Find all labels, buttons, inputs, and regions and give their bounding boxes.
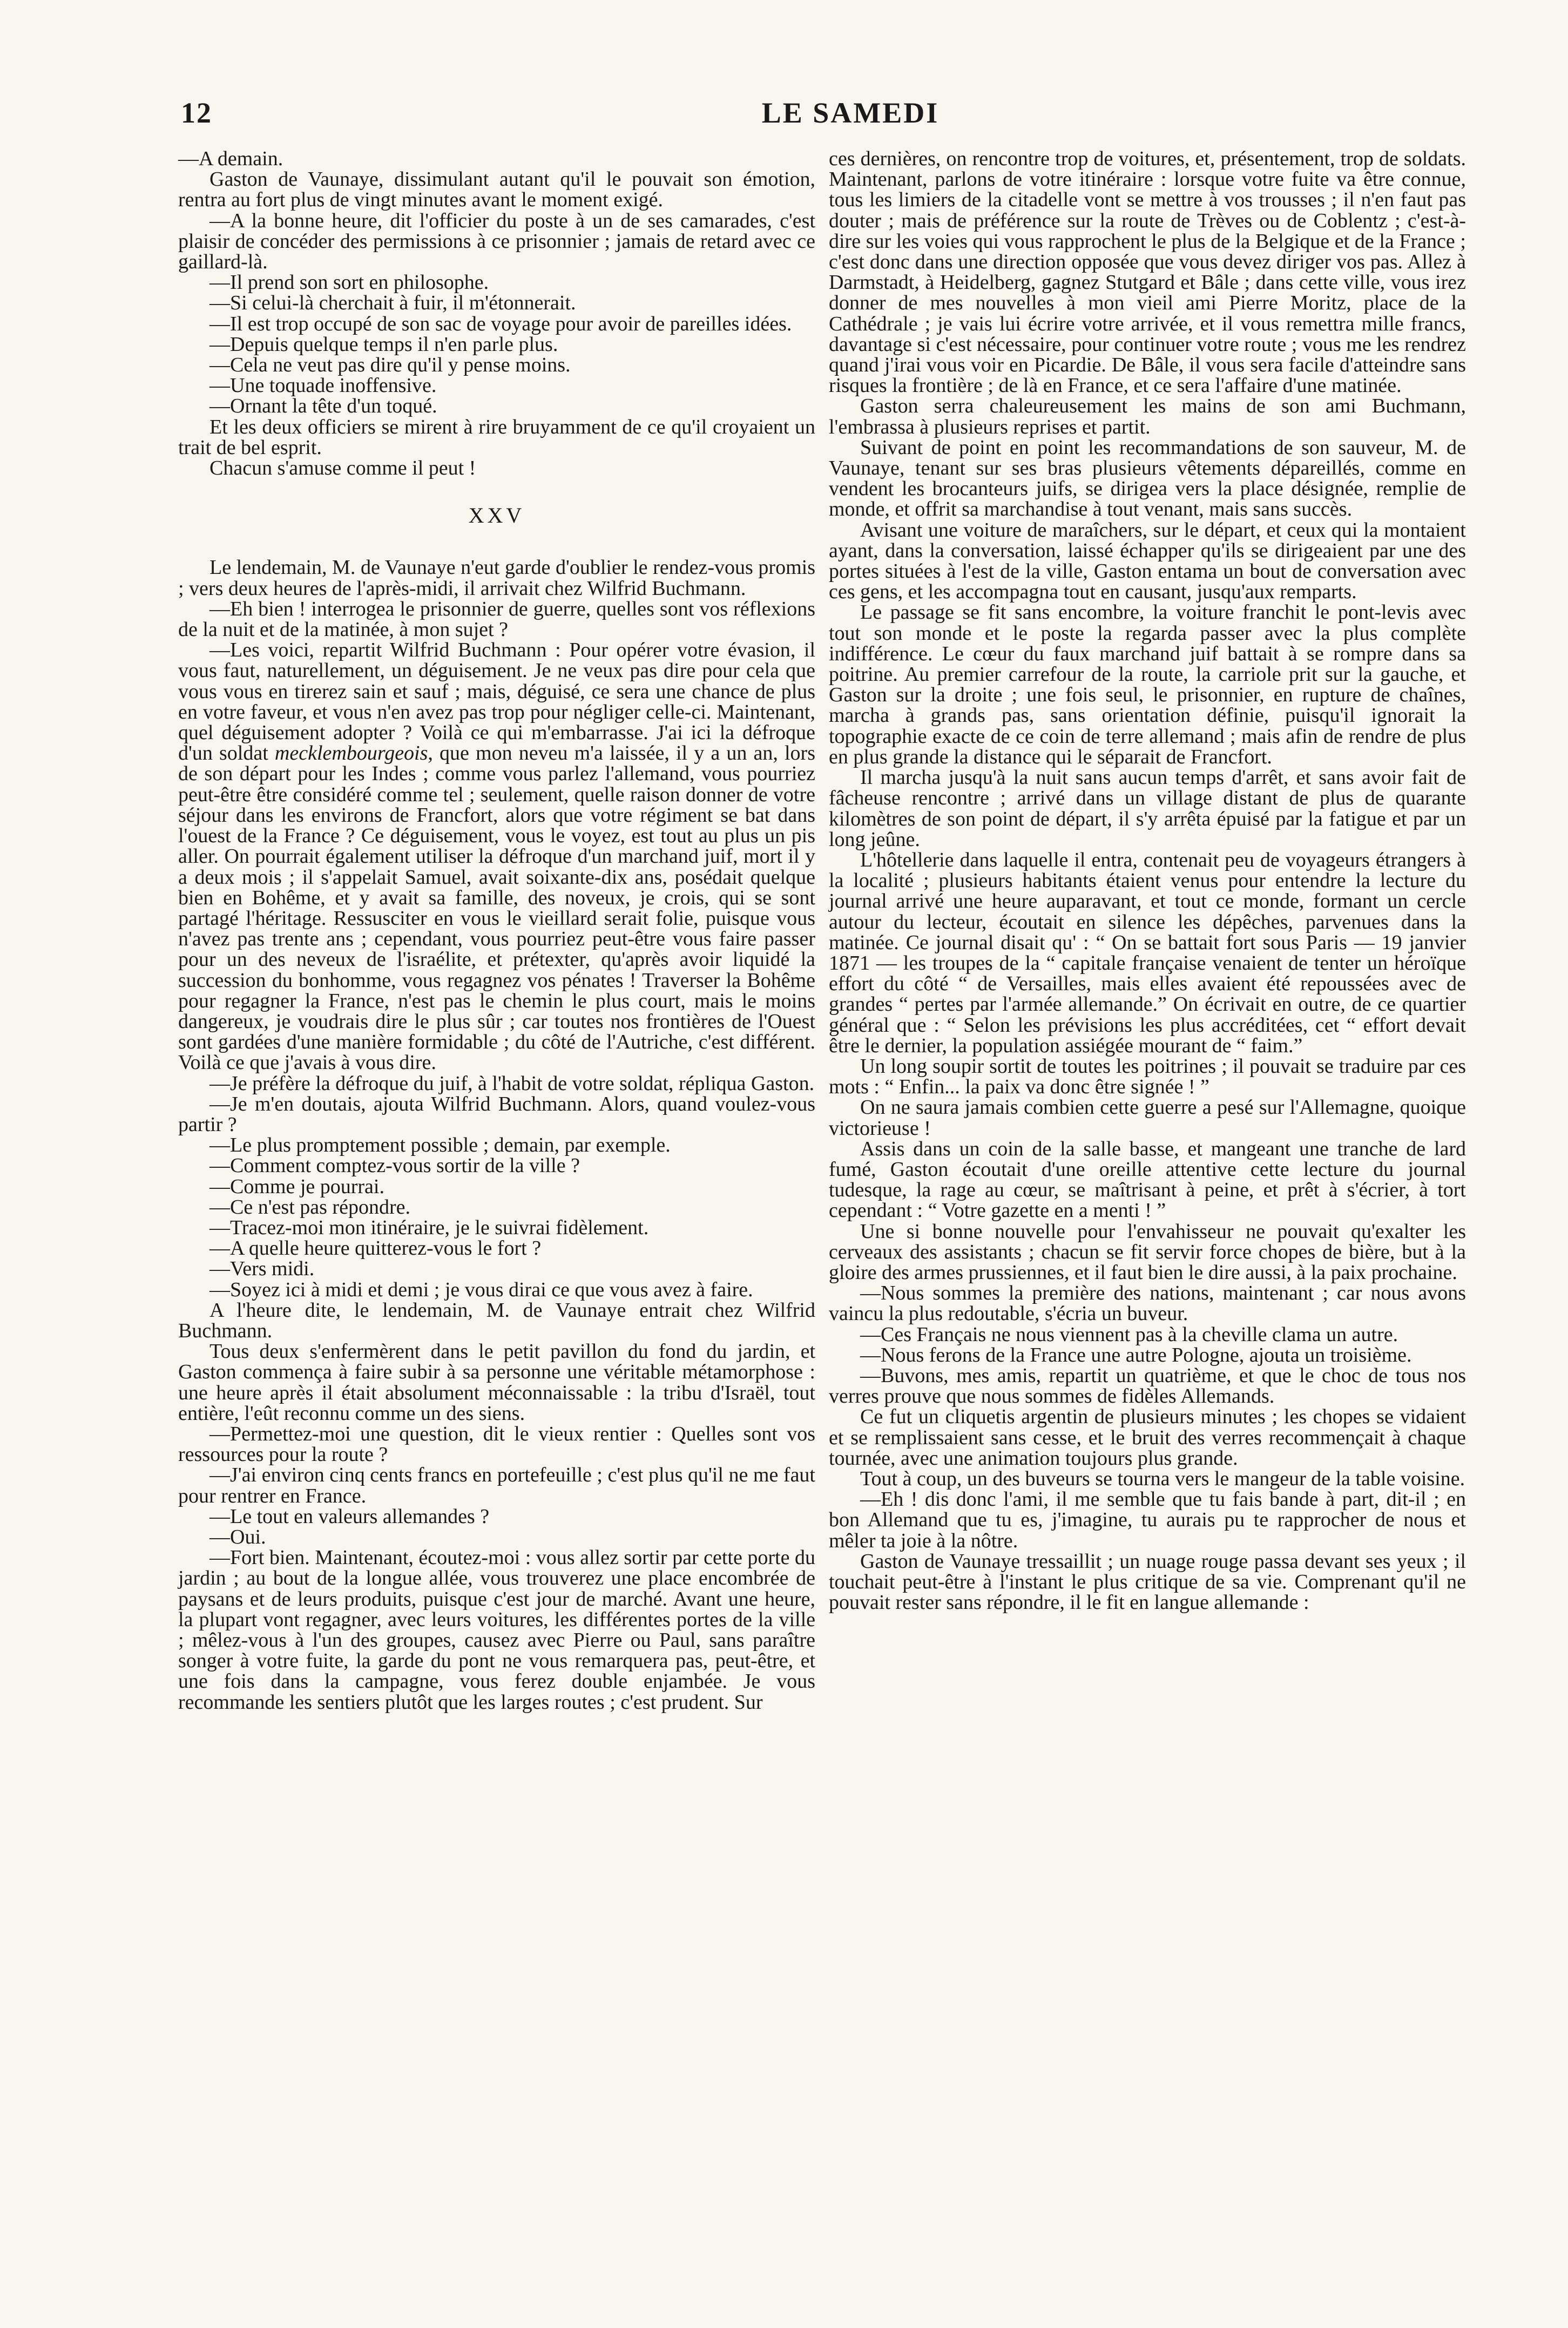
paragraph: —Nous ferons de la France une autre Pologne, ajouta un troisième. [860, 1343, 1412, 1366]
paragraph: Et les deux officiers se mirent à rire bruyamment de ce qu'il croyaient un trait de bel esprit. [178, 415, 815, 459]
paragraph-text: , que mon neveu m'a laissée, il y a un an, lors de son départ pour les Indes ; comme vous parlez l'allemand, vous pourriez peut-être être considéré comme tel ; seulement, quelle raison donner de votre séjour dans les environs de Francfort, alors que votre régiment se bat dans l'ouest de la France ? Ce déguisement, vous le voyez, est tout au plus un pis aller. On pourrait également utiliser la défroque d'un marchand juif, mort il y a deux mois ; il s'appelait Samuel, avait soixante-dix ans, posédait quelque bien en Bohême, et y avait sa famille, des noveux, je crois, qui se sont partagé l'héritage. Ressusciter en vous le vieillard serait folie, puisque vous n'avez pas trente ans ; cependant, vous pourriez peut-être vous faire passer pour un des neveux de l'israélite, et prétexter, qu'après avoir liquidé la succession du bonhomme, vous regagnez vos pénates ! Traverser la Bohême pour regagner la France, n'est pas le chemin le plus court, mais le moins dangereux, je voudrais dire le plus sûr ; car toutes nos frontières de l'Ouest sont gardées d'une manière formidable ; du côté de l'Autriche, c'est différent. Voilà ce que j'avais à vous dire. [178, 742, 815, 1074]
paragraph: —Permettez-moi une question, dit le vieux rentier : Quelles sont vos ressources pour la route ? [178, 1422, 815, 1466]
paragraph: Un long soupir sortit de toutes les poitrines ; il pouvait se traduire par ces mots : “ Enfin... la paix va donc être signée ! ” [829, 1054, 1466, 1099]
paragraph: —Tracez-moi mon itinéraire, je le suivrai fidèlement. [209, 1216, 649, 1239]
paragraph: Le passage se fit sans encombre, la voiture franchit le pont-levis avec tout son monde et le poste la regarda passer avec la plus complète indifférence. Le cœur du faux marchand juif battait à se rompre dans sa poitrine. Au premier carrefour de la route, la carriole prit sur la gauche, et Gaston sur la droite ; une fois seul, le prisonnier, en rupture de chaînes, marcha à grands pas, sans orientation définie, puisqu'il ignorait la topographie exacte de ce coin de terre allemand ; mais afin de rendre de plus en plus grande la distance qui le séparait de Francfort. [829, 601, 1466, 768]
paragraph: —Le plus promptement possible ; demain, par exemple. [209, 1134, 671, 1157]
right-column [829, 148, 1466, 1613]
paragraph: Chacun s'amuse comme il peut ! [209, 457, 476, 480]
paragraph: —Eh bien ! interrogea le prisonnier de guerre, quelles sont vos réflexions de la nuit et de la matinée, à mon sujet ? [178, 597, 815, 641]
paragraph-text: —Les voici, repartit Wilfrid Buchmann : Pour opérer votre évasion, il vous faut, naturellement, un déguisement. Je ne veux pas dire pour cela que vous vous en tirerez sain et sauf ; mais, déguisé, ce sera une chance de plus en votre faveur, et vous n'en avez pas trop pour négliger celle-ci. Maintenant, quel déguisement adopter ? Voilà ce qui m'embarrasse. J'ai ici la défroque d'un soldat [178, 639, 815, 765]
paragraph: Une si bonne nouvelle pour l'envahisseur ne pouvait qu'exalter les cerveaux des assistants ; chacun se fit servir force chopes de bière, but à la gloire des armes prussiennes, et il faut bien le dire aussi, à la paix prochaine. [829, 1220, 1466, 1284]
paragraph: —A demain. [178, 147, 283, 170]
paragraph: —Comme je pourrai. [209, 1175, 384, 1198]
paragraph: Gaston serra chaleureusement les mains de son ami Buchmann, l'embrassa à plusieurs reprises et partit. [829, 395, 1466, 438]
paragraph: —Une toquade inoffensive. [209, 374, 437, 397]
paragraph: —Buvons, mes amis, repartit un quatrième, et que le choc de tous nos verres prouve que nous sommes de fidèles Allemands. [829, 1364, 1466, 1408]
page-number: 12 [181, 97, 212, 129]
paragraph: Gaston de Vaunaye tressaillit ; un nuage rouge passa devant ses yeux ; il touchait peut-être à l'instant le plus critique de sa vie. Comprenant qu'il ne pouvait rester sans répondre, il le fit en langue allemande : [829, 1549, 1466, 1614]
left-column [178, 148, 815, 1713]
paragraph: Il marcha jusqu'à la nuit sans aucun temps d'arrêt, et sans avoir fait de fâcheuse rencontre ; arrivé dans un village distant de plus de quarante kilomètres de son point de départ, il s'y arrêta épuisé par la fatigue et par un long jeûne. [829, 766, 1466, 851]
paragraph: —Fort bien. Maintenant, écoutez-moi : vous allez sortir par cette porte du jardin ; au bout de la longue allée, vous trouverez une place encombrée de paysans et de leurs produits, puisque c'est jour de marché. Avant une heure, la plupart vont regagner, avec leurs voitures, les différentes portes de la ville ; mêlez-vous à l'un des groupes, causez avec Pierre ou Paul, sans paraître songer à votre fuite, la garde du pont ne vous remarquera pas, peut-être, et une fois dans la campagne, vous ferez double enjambée. Je vous recommande les sentiers plutôt que les larges routes ; c'est prudent. Sur [178, 1546, 815, 1714]
paragraph: —Il est trop occupé de son sac de voyage pour avoir de pareilles idées. [209, 312, 792, 335]
paragraph: —Soyez ici à midi et demi ; je vous dirai ce que vous avez à faire. [209, 1278, 753, 1301]
page-header [181, 96, 1520, 150]
paragraph: On ne saura jamais combien cette guerre a pesé sur l'Allemagne, quoique victorieuse ! [829, 1096, 1466, 1140]
paragraph: —Ces Français ne nous viennent pas à la cheville clama un autre. [860, 1323, 1398, 1346]
paragraph: Tout à coup, un des buveurs se tourna vers le mangeur de la table voisine. [860, 1467, 1465, 1490]
paragraph: Gaston de Vaunaye, dissimulant autant qu'il le pouvait son émotion, rentra au fort plus de vingt minutes avant le moment exigé. [178, 168, 815, 212]
paragraph: Ce fut un cliquetis argentin de plusieurs minutes ; les chopes se vidaient et se remplissaient sans cesse, et le bruit des verres recommençait à chaque tournée, avec une animation toujours plus grande. [829, 1405, 1466, 1470]
paragraph: —Eh ! dis donc l'ami, il me semble que tu fais bande à part, dit-il ; en bon Allemand que tu es, j'imagine, tu aurais pu te rapprocher de nous et mêler ta joie à la nôtre. [829, 1488, 1466, 1552]
paragraph: —A la bonne heure, dit l'officier du poste à un de ses camarades, c'est plaisir de concéder des permissions à ce prisonnier ; jamais de retard avec ce gaillard-là. [178, 209, 815, 274]
paragraph: Tous deux s'enfermèrent dans le petit pavillon du fond du jardin, et Gaston commença à faire subir à sa personne une véritable métamorphose : une heure après il était absolument méconnaissable : la tribu d'Israël, tout entière, l'eût reconnu comme un des siens. [178, 1340, 815, 1425]
chapter-heading: XXV [468, 503, 525, 528]
paragraph: —Ornant la tête d'un toqué. [209, 395, 437, 418]
paragraph: —Je m'en doutais, ajouta Wilfrid Buchmann. Alors, quand voulez-vous partir ? [178, 1092, 815, 1136]
paragraph: —Comment comptez-vous sortir de la ville ? [209, 1154, 580, 1177]
paragraph: —Oui. [209, 1526, 266, 1548]
paragraph: —Ce n'est pas répondre. [209, 1195, 410, 1219]
paragraph: Assis dans un coin de la salle basse, et mangeant une tranche de lard fumé, Gaston écoutait d'une oreille attentive cette lecture du journal tudesque, la rage au cœur, se maîtrisant à peine, et prêt à s'écrier, à tort cependant : “ Votre gazette en a menti ! ” [829, 1137, 1466, 1222]
italic-word: mecklembourgeois [274, 742, 428, 765]
paragraph: Le lendemain, M. de Vaunaye n'eut garde d'oublier le rendez-vous promis ; vers deux heures de l'après-midi, il arrivait chez Wilfrid Buchmann. [178, 556, 815, 600]
paragraph: —Il prend son sort en philosophe. [209, 271, 489, 294]
paragraph: —Si celui-là cherchait à fuir, il m'étonnerait. [209, 292, 576, 315]
paragraph: —Je préfère la défroque du juif, à l'habit de votre soldat, répliqua Gaston. [209, 1072, 815, 1095]
paragraph: Suivant de point en point les recommandations de son sauveur, M. de Vaunaye, tenant sur ses bras plusieurs vêtements dépareillés, comme en vendent les brocanteurs juifs, se dirigea vers la place désignée, remplie de monde, et offrit sa marchandise à tout venant, mais sans succès. [829, 436, 1466, 521]
paragraph: —A quelle heure quitterez-vous le fort ? [209, 1237, 542, 1260]
paragraph: —Nous sommes la première des nations, maintenant ; car nous avons vaincu la plus redoutable, s'écria un buveur. [829, 1282, 1466, 1325]
paragraph: A l'heure dite, le lendemain, M. de Vaunaye entrait chez Wilfrid Buchmann. [178, 1298, 815, 1342]
paragraph [178, 640, 815, 1073]
paragraph: ces dernières, on rencontre trop de voitures, et, présentement, trop de soldats. Maintenant, parlons de votre itinéraire : lorsque votre fuite va être connue, tous les limiers de la citadelle vont se mettre à vos trousses ; il n'en faut pas douter ; mais de préférence sur la route de Trèves ou de Coblentz ; c'est-à-dire sur les voies qui vous rapprochent le plus de la Belgique et de la France ; c'est donc dans une direction opposée que vous devez diriger vos pas. Allez à Darmstadt, à Heidelberg, gagnez Stutgard et Bâle ; dans cette ville, vous irez donner de mes nouvelles à mon vieil ami Pierre Moritz, place de la Cathédrale ; je vais lui écrire votre arrivée, et il vous remettra mille francs, davantage si c'est nécessaire, pour continuer votre route ; vous me les rendrez quand j'irai vous voir en Picardie. De Bâle, il vous sera facile d'atteindre sans risques la frontière ; de là en France, et ce sera l'affaire d'une matinée. [829, 147, 1466, 397]
paragraph: —Le tout en valeurs allemandes ? [209, 1505, 490, 1528]
paragraph: —J'ai environ cinq cents francs en portefeuille ; c'est plus qu'il ne me faut pour rentrer en France. [178, 1464, 815, 1507]
paragraph: Avisant une voiture de maraîchers, sur le départ, et ceux qui la montaient ayant, dans la conversation, laissé échapper qu'ils se dirigeaient par une des portes situées à l'est de la ville, Gaston entama un bout de conversation avec ces gens, et les accompagna tout en causant, jusqu'aux remparts. [829, 518, 1466, 604]
paragraph: L'hôtellerie dans laquelle il entra, contenait peu de voyageurs étrangers à la localité ; plusieurs habitants étaient venus pour entendre la lecture du journal arrivé une heure auparavant, et tout ce monde, formant un cercle autour du lecteur, écoutait en silence les dépêches, parvenues dans la matinée. Ce journal disait qu' : “ On se battait fort sous Paris — 19 janvier 1871 — les troupes de la “ capitale française venaient de tenter un héroïque effort du côté “ de Versailles, mais elles avaient été repoussées avec de grandes “ pertes par l'armée allemande.” On écrivait en outre, de ce quartier général que : “ Selon les prévisions les plus accréditées, cet “ effort devait être le dernier, la population assiégée mourant de “ faim.” [829, 848, 1466, 1057]
paragraph: —Depuis quelque temps il n'en parle plus. [209, 333, 558, 356]
journal-title: LE SAMEDI [761, 97, 940, 129]
paragraph: —Vers midi. [209, 1257, 315, 1281]
paragraph: —Cela ne veut pas dire qu'il y pense moins. [209, 354, 571, 377]
